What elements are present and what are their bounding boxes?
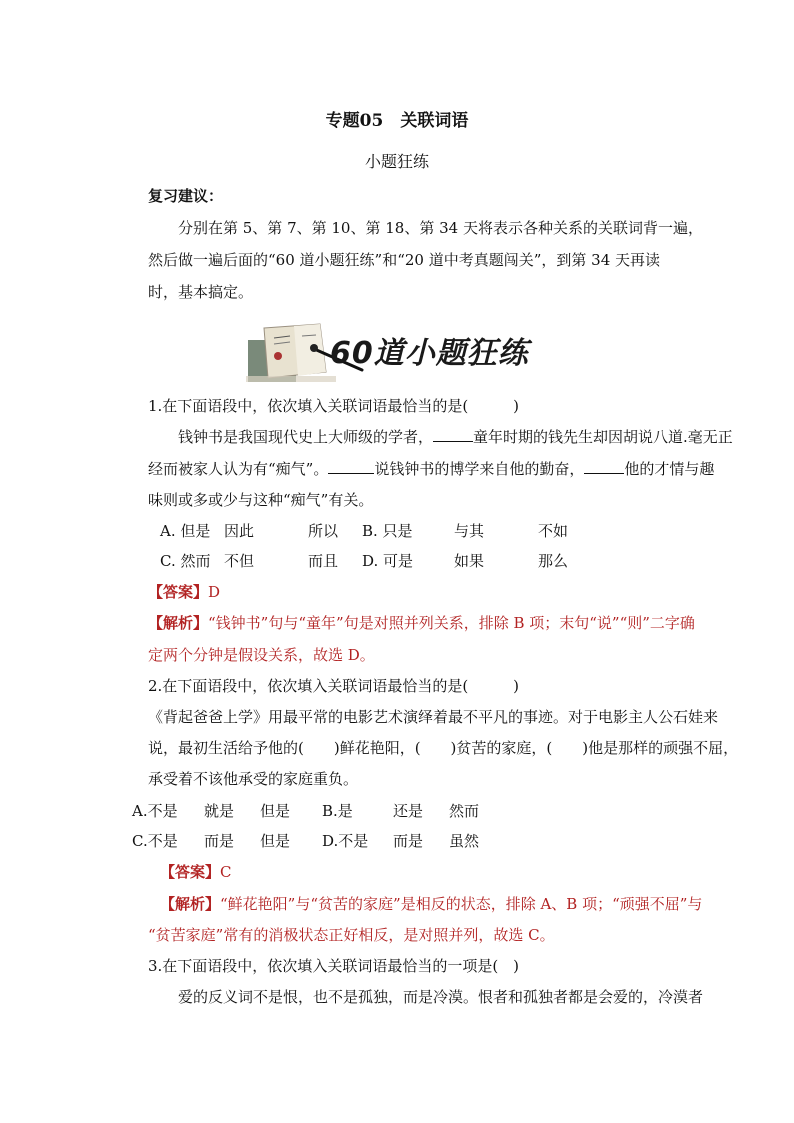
q2-analysis-line-1 bbox=[160, 894, 702, 914]
q2-analysis-text-1: “鲜花艳阳”与“贫苦的家庭”是相反的状态，排除 A、B 项；“顽强不屈”与 bbox=[220, 895, 703, 913]
q2-option-d-word-2: 而是 bbox=[393, 832, 424, 850]
q3-paragraph-line-1: 爱的反义词不是恨，也不是孤独，而是冷漠。恨者和孤独者都是会爱的，冷漠者 bbox=[178, 988, 704, 1006]
q1-answer-value: D bbox=[208, 583, 221, 601]
page-title: 专题05 关联词语 bbox=[325, 111, 469, 131]
q2-option-a: A.不是 bbox=[132, 802, 178, 820]
q1-text-c: 经而被家人认为有“痴气”。 bbox=[148, 460, 329, 478]
q2-answer-label: 【答案】 bbox=[160, 863, 221, 881]
banner-image bbox=[246, 318, 546, 384]
q2-option-a-word-3: 但是 bbox=[260, 802, 291, 820]
q1-blank-3 bbox=[584, 459, 624, 474]
q1-analysis-line-2: 定两个分钟是假设关系，故选 D。 bbox=[148, 646, 375, 664]
q1-option-b-word-2: 与其 bbox=[454, 522, 485, 540]
q1-option-c-word-3: 而且 bbox=[308, 552, 339, 570]
q2-option-c-word-2: 而是 bbox=[204, 832, 235, 850]
q1-option-b-word-3: 不如 bbox=[538, 522, 569, 540]
q1-answer bbox=[148, 582, 220, 602]
advice-line-3: 时，基本搞定。 bbox=[148, 283, 254, 301]
q1-analysis-line-1 bbox=[148, 613, 695, 633]
q2-option-c-word-3: 但是 bbox=[260, 832, 291, 850]
advice-line-2: 然后做一遍后面的“60 道小题狂练”和“20 道中考真题闯关”，到第 34 天再读 bbox=[148, 251, 661, 269]
q1-paragraph-line-2 bbox=[148, 459, 714, 479]
q1-option-b: B. 只是 bbox=[362, 522, 413, 540]
q2-option-c: C.不是 bbox=[132, 832, 178, 850]
q2-option-b-word-3: 然而 bbox=[449, 802, 480, 820]
page-subtitle: 小题狂练 bbox=[364, 152, 429, 171]
q2-option-b-word-2: 还是 bbox=[393, 802, 424, 820]
q2-option-a-word-2: 就是 bbox=[204, 802, 235, 820]
q1-paragraph-line-3: 味则或多或少与这种“痴气”有关。 bbox=[148, 491, 374, 509]
q1-option-d: D. 可是 bbox=[362, 552, 414, 570]
q1-analysis-label: 【解析】 bbox=[148, 614, 209, 632]
q2-paragraph-line-1: 《背起爸爸上学》用最平常的电影艺术演绎着最不平凡的事迹。对于电影主人公石娃来 bbox=[148, 708, 719, 726]
q2-stem: 2.在下面语段中，依次填入关联词语最恰当的是( ) bbox=[148, 677, 520, 695]
q1-answer-label: 【答案】 bbox=[148, 583, 209, 601]
advice-line-1: 分别在第 5、第 7、第 10、第 18、第 34 天将表示各种关系的关联词背一遍， bbox=[178, 219, 703, 237]
advice-label: 复习建议： bbox=[148, 187, 224, 205]
q1-text-b: 童年时期的钱先生却因胡说八道.毫无正 bbox=[473, 428, 733, 446]
q2-answer bbox=[160, 862, 232, 882]
q1-blank-1 bbox=[433, 427, 473, 442]
q2-answer-value: C bbox=[220, 863, 232, 881]
q1-option-d-word-2: 如果 bbox=[454, 552, 485, 570]
q3-stem: 3.在下面语段中，依次填入关联词语最恰当的一项是( ) bbox=[148, 957, 520, 975]
q1-option-a-word-2: 因此 bbox=[224, 522, 255, 540]
q2-analysis-line-2: “贫苦家庭”常有的消极状态正好相反，是对照并列，故选 C。 bbox=[148, 926, 555, 944]
q1-paragraph-line-1 bbox=[178, 427, 733, 447]
q1-analysis-text-1: “钱钟书”句与“童年”句是对照并列关系，排除 B 项；末句“说”“则”二字确 bbox=[208, 614, 695, 632]
q1-text-a: 钱钟书是我国现代史上大师级的学者， bbox=[178, 428, 434, 446]
q1-option-d-word-3: 那么 bbox=[538, 552, 569, 570]
q1-stem: 1.在下面语段中，依次填入关联词语最恰当的是( ) bbox=[148, 397, 520, 415]
q1-option-c-word-2: 不但 bbox=[224, 552, 255, 570]
q2-option-d: D.不是 bbox=[322, 832, 369, 850]
q2-paragraph-line-2: 说，最初生活给予他的( )鲜花艳阳，( )贫苦的家庭，( )他是那样的顽强不屈， bbox=[148, 739, 739, 757]
q1-text-d: 说钱钟书的博学来自他的勤奋， bbox=[374, 460, 585, 478]
banner-title: 60道小题狂练 bbox=[330, 336, 529, 371]
q1-option-a-word-3: 所以 bbox=[308, 522, 339, 540]
q1-option-a: A. 但是 bbox=[160, 522, 211, 540]
q2-option-b: B.是 bbox=[322, 802, 353, 820]
q2-analysis-label: 【解析】 bbox=[160, 895, 221, 913]
q2-option-d-word-3: 虽然 bbox=[449, 832, 480, 850]
q2-paragraph-line-3: 承受着不该他承受的家庭重负。 bbox=[148, 770, 359, 788]
q1-option-c: C. 然而 bbox=[160, 552, 211, 570]
q1-blank-2 bbox=[328, 459, 374, 474]
q1-text-e: 他的才情与趣 bbox=[624, 460, 715, 478]
